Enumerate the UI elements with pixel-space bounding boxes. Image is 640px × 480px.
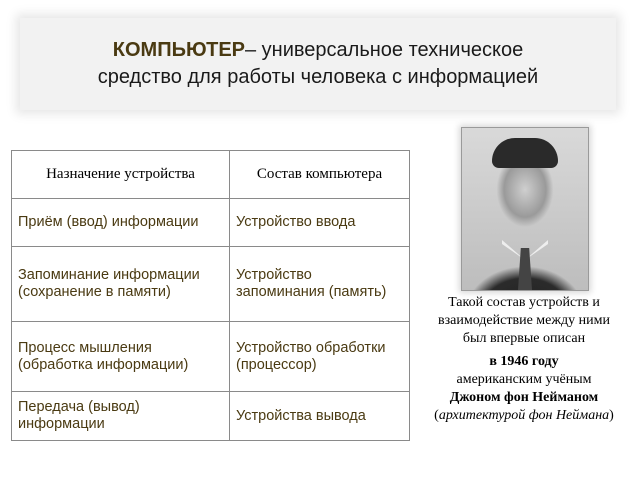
- caption-line-1: Такой состав устройств и: [448, 295, 600, 310]
- caption-architecture: [416, 407, 632, 425]
- title-line-1: [113, 37, 523, 64]
- table-row: [12, 199, 410, 247]
- table-cell: Передача (вывод) информации: [12, 392, 230, 441]
- table-cell: Приём (ввод) информации: [12, 199, 230, 247]
- computer-structure-table: [11, 150, 410, 441]
- table-cell: Устройство ввода: [230, 199, 410, 247]
- architecture-open-paren: (: [434, 408, 439, 423]
- portrait-photo: [461, 127, 589, 291]
- caption-year: в 1946 году: [489, 354, 559, 369]
- table-cell: Запоминание информации (сохранение в памяти): [12, 247, 230, 322]
- portrait-hair: [492, 138, 558, 168]
- table-row: [12, 392, 410, 441]
- portrait-tie: [518, 248, 532, 290]
- header-device-purpose: Назначение устройства: [12, 151, 230, 199]
- table-cell: Устройство обработки (процессор): [230, 322, 410, 392]
- header-computer-composition: Состав компьютера: [230, 151, 410, 199]
- table-cell: Устройство запоминания (память): [230, 247, 410, 322]
- caption-line-3: был впервые описан: [462, 331, 586, 346]
- title-line-2: средство для работы человека с информацией: [97, 66, 539, 88]
- caption-name: Джоном фон Нейманом: [449, 390, 599, 405]
- title-line-1-rest: – универсальное техническое: [245, 39, 524, 61]
- table-cell: Устройства вывода: [230, 392, 410, 441]
- title-keyword: КОМПЬЮТЕР: [112, 39, 245, 61]
- caption-line-4: американским учёным: [456, 372, 592, 387]
- caption-line-2: взаимодействие между ними: [438, 313, 610, 328]
- side-caption: [416, 294, 632, 425]
- architecture-text: архитектурой фон Неймана: [438, 408, 610, 423]
- table-row: [12, 247, 410, 322]
- table-header-row: [12, 151, 410, 199]
- architecture-close-paren: ): [609, 408, 614, 423]
- table-row: [12, 322, 410, 392]
- table-cell: Процесс мышления (обработка информации): [12, 322, 230, 392]
- title-box: [20, 18, 616, 110]
